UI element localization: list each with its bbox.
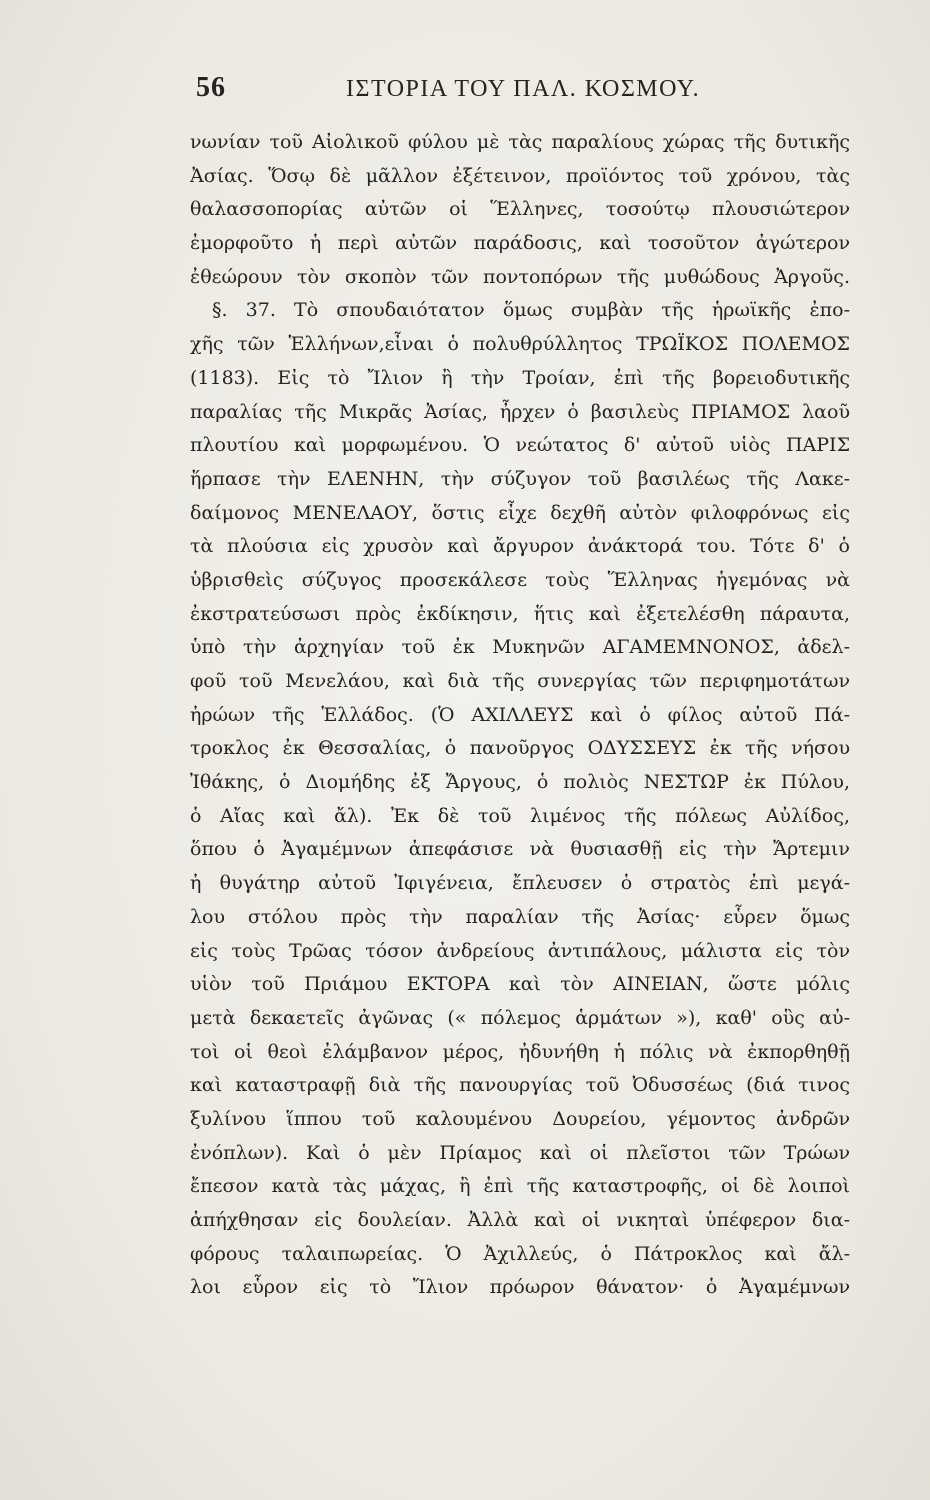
text-line: ξυλίνου ἵππου τοῦ καλουμένου Δουρείου, γέμοντος ἀνδρῶν [190,1107,850,1130]
page-header [196,72,716,122]
text-line: φόρους ταλαιπωρείας. Ὁ Ἀχιλλεύς, ὁ Πάτροκλος καὶ ἄλ- [190,1242,850,1265]
text-line: ὑπὸ τὴν ἀρχηγίαν τοῦ ἐκ Μυκηνῶν ΑΓΑΜΕΜΝΟΝΟΣ, ἀδελ- [190,636,850,659]
text-line: πλουτίου καὶ μορφωμένου. Ὁ νεώτατος δ' αὐτοῦ υἱὸς ΠΑΡΙΣ [190,434,850,457]
page-number: 56 [196,72,226,103]
text-line: παραλίας τῆς Μικρᾶς Ἀσίας, ἦρχεν ὁ βασιλεὺς ΠΡΙΑΜΟΣ λαοῦ [190,400,850,423]
text-line: τοὶ οἱ θεοὶ ἐλάμβανον μέρος, ἠδυνήθη ἡ πόλις νὰ ἐκπορθηθῇ [190,1040,850,1063]
text-line: νωνίαν τοῦ Αἰολικοῦ φύλου μὲ τὰς παραλίους χώρας τῆς δυτικῆς [190,131,850,153]
text-line: ἀπήχθησαν εἰς δουλείαν. Ἀλλὰ καὶ οἱ νικηταὶ ὑπέφερον δια- [190,1209,850,1231]
text-line: ἐκστρατεύσωσι πρὸς ἐκδίκησιν, ἥτις καὶ ἐξετελέσθη πάραυτα, [190,602,850,625]
text-line: λοι εὗρον εἰς τὸ Ἴλιον πρόωρον θάνατον· ὁ Ἀγαμέμνων [190,1276,850,1299]
text-line: θαλασσοπορίας αὐτῶν οἱ Ἕλληνες, τοσούτῳ πλουσιώτερον [190,198,850,221]
text-line: Ἰθάκης, ὁ Διομήδης ἐξ Ἄργους, ὁ πολιὸς ΝΕΣΤΩΡ ἐκ Πύλου, [190,771,850,794]
text-line: δαίμονος ΜΕΝΕΛΑΟΥ, ὅστις εἶχε δεχθῆ αὐτὸν φιλοφρόνως εἰς [190,501,850,524]
text-line: υἱὸν τοῦ Πριάμου ΕΚΤΟΡΑ καὶ τὸν ΑΙΝΕΙΑΝ, ὥστε μόλις [190,973,850,996]
text-line: ἔπεσον κατὰ τὰς μάχας, ἢ ἐπὶ τῆς καταστροφῆς, οἱ δὲ λοιποὶ [190,1175,850,1198]
text-line: ὁ Αἴας καὶ ἄλ). Ἐκ δὲ τοῦ λιμένος τῆς πόλεως Αὐλίδος, [190,804,850,827]
text-line: εἰς τοὺς Τρῶας τόσον ἀνδρείους ἀντιπάλους, μάλιστα εἰς τὸν [190,939,850,962]
text-line: ὅπου ὁ Ἀγαμέμνων ἀπεφάσισε νὰ θυσιασθῇ εἰς τὴν Ἄρτεμιν [190,838,850,861]
text-line: ὑβρισθεὶς σύζυγος προσεκάλεσε τοὺς Ἕλληνας ἡγεμόνας νὰ [190,568,850,591]
text-line: καὶ καταστραφῇ διὰ τῆς πανουργίας τοῦ Ὀδυσσέως (διά τινος [190,1074,850,1097]
text-line: ἥρπασε τὴν ΕΛΕΝΗΝ, τὴν σύζυγον τοῦ βασιλέως τῆς Λακε- [190,467,850,490]
text-line: ἡρώων τῆς Ἑλλάδος. (Ὁ ΑΧΙΛΛΕΥΣ καὶ ὁ φίλος αὐτοῦ Πά- [190,703,850,726]
body-text [190,126,850,1305]
section-start-line: §. 37. Τὸ σπουδαιότατον ὅμως συμβὰν τῆς ἡρωϊκῆς ἐπο- [212,299,850,322]
text-line: τὰ πλούσια εἰς χρυσὸν καὶ ἄργυρον ἀνάκτορά του. Τότε δ' ὁ [190,535,850,558]
text-line: Ἀσίας. Ὅσῳ δὲ μᾶλλον ἐξέτεινον, προϊόντος τοῦ χρόνου, τὰς [190,164,850,187]
running-title: ΙΣΤΟΡΙΑ ΤΟΥ ΠΑΛ. ΚΟΣΜΟΥ. [346,76,701,102]
text-line: φοῦ τοῦ Μενελάου, καὶ διὰ τῆς συνεργίας τῶν περιφημοτάτων [190,670,850,692]
text-line: μετὰ δεκαετεῖς ἀγῶνας (« πόλεμος ἁρμάτων »), καθ' οὓς αὐ- [190,1006,850,1029]
text-line: ἐθεώρουν τὸν σκοπὸν τῶν ποντοπόρων τῆς μυθώδους Ἀργοῦς. [190,265,850,288]
text-line: χῆς τῶν Ἑλλήνων,εἶναι ὁ πολυθρύλλητος ΤΡΩΪΚΟΣ ΠΟΛΕΜΟΣ [190,333,850,356]
text-line: τροκλος ἐκ Θεσσαλίας, ὁ πανοῦργος ΟΔΥΣΣΕΥΣ ἐκ τῆς νήσου [190,737,850,760]
text-line: ἐμορφοῦτο ἡ περὶ αὐτῶν παράδοσις, καὶ τοσοῦτον ἀγώτερον [190,232,850,255]
text-line: ἐνόπλων). Καὶ ὁ μὲν Πρίαμος καὶ οἱ πλεῖστοι τῶν Τρώων [190,1141,850,1164]
text-line: λου στόλου πρὸς τὴν παραλίαν τῆς Ἀσίας· εὗρεν ὅμως [190,905,850,928]
text-line: (1183). Εἰς τὸ Ἴλιον ἢ τὴν Τροίαν, ἐπὶ τῆς βορειοδυτικῆς [190,366,850,389]
text-line: ἡ θυγάτηρ αὐτοῦ Ἰφιγένεια, ἔπλευσεν ὁ στρατὸς ἐπὶ μεγά- [190,872,850,895]
